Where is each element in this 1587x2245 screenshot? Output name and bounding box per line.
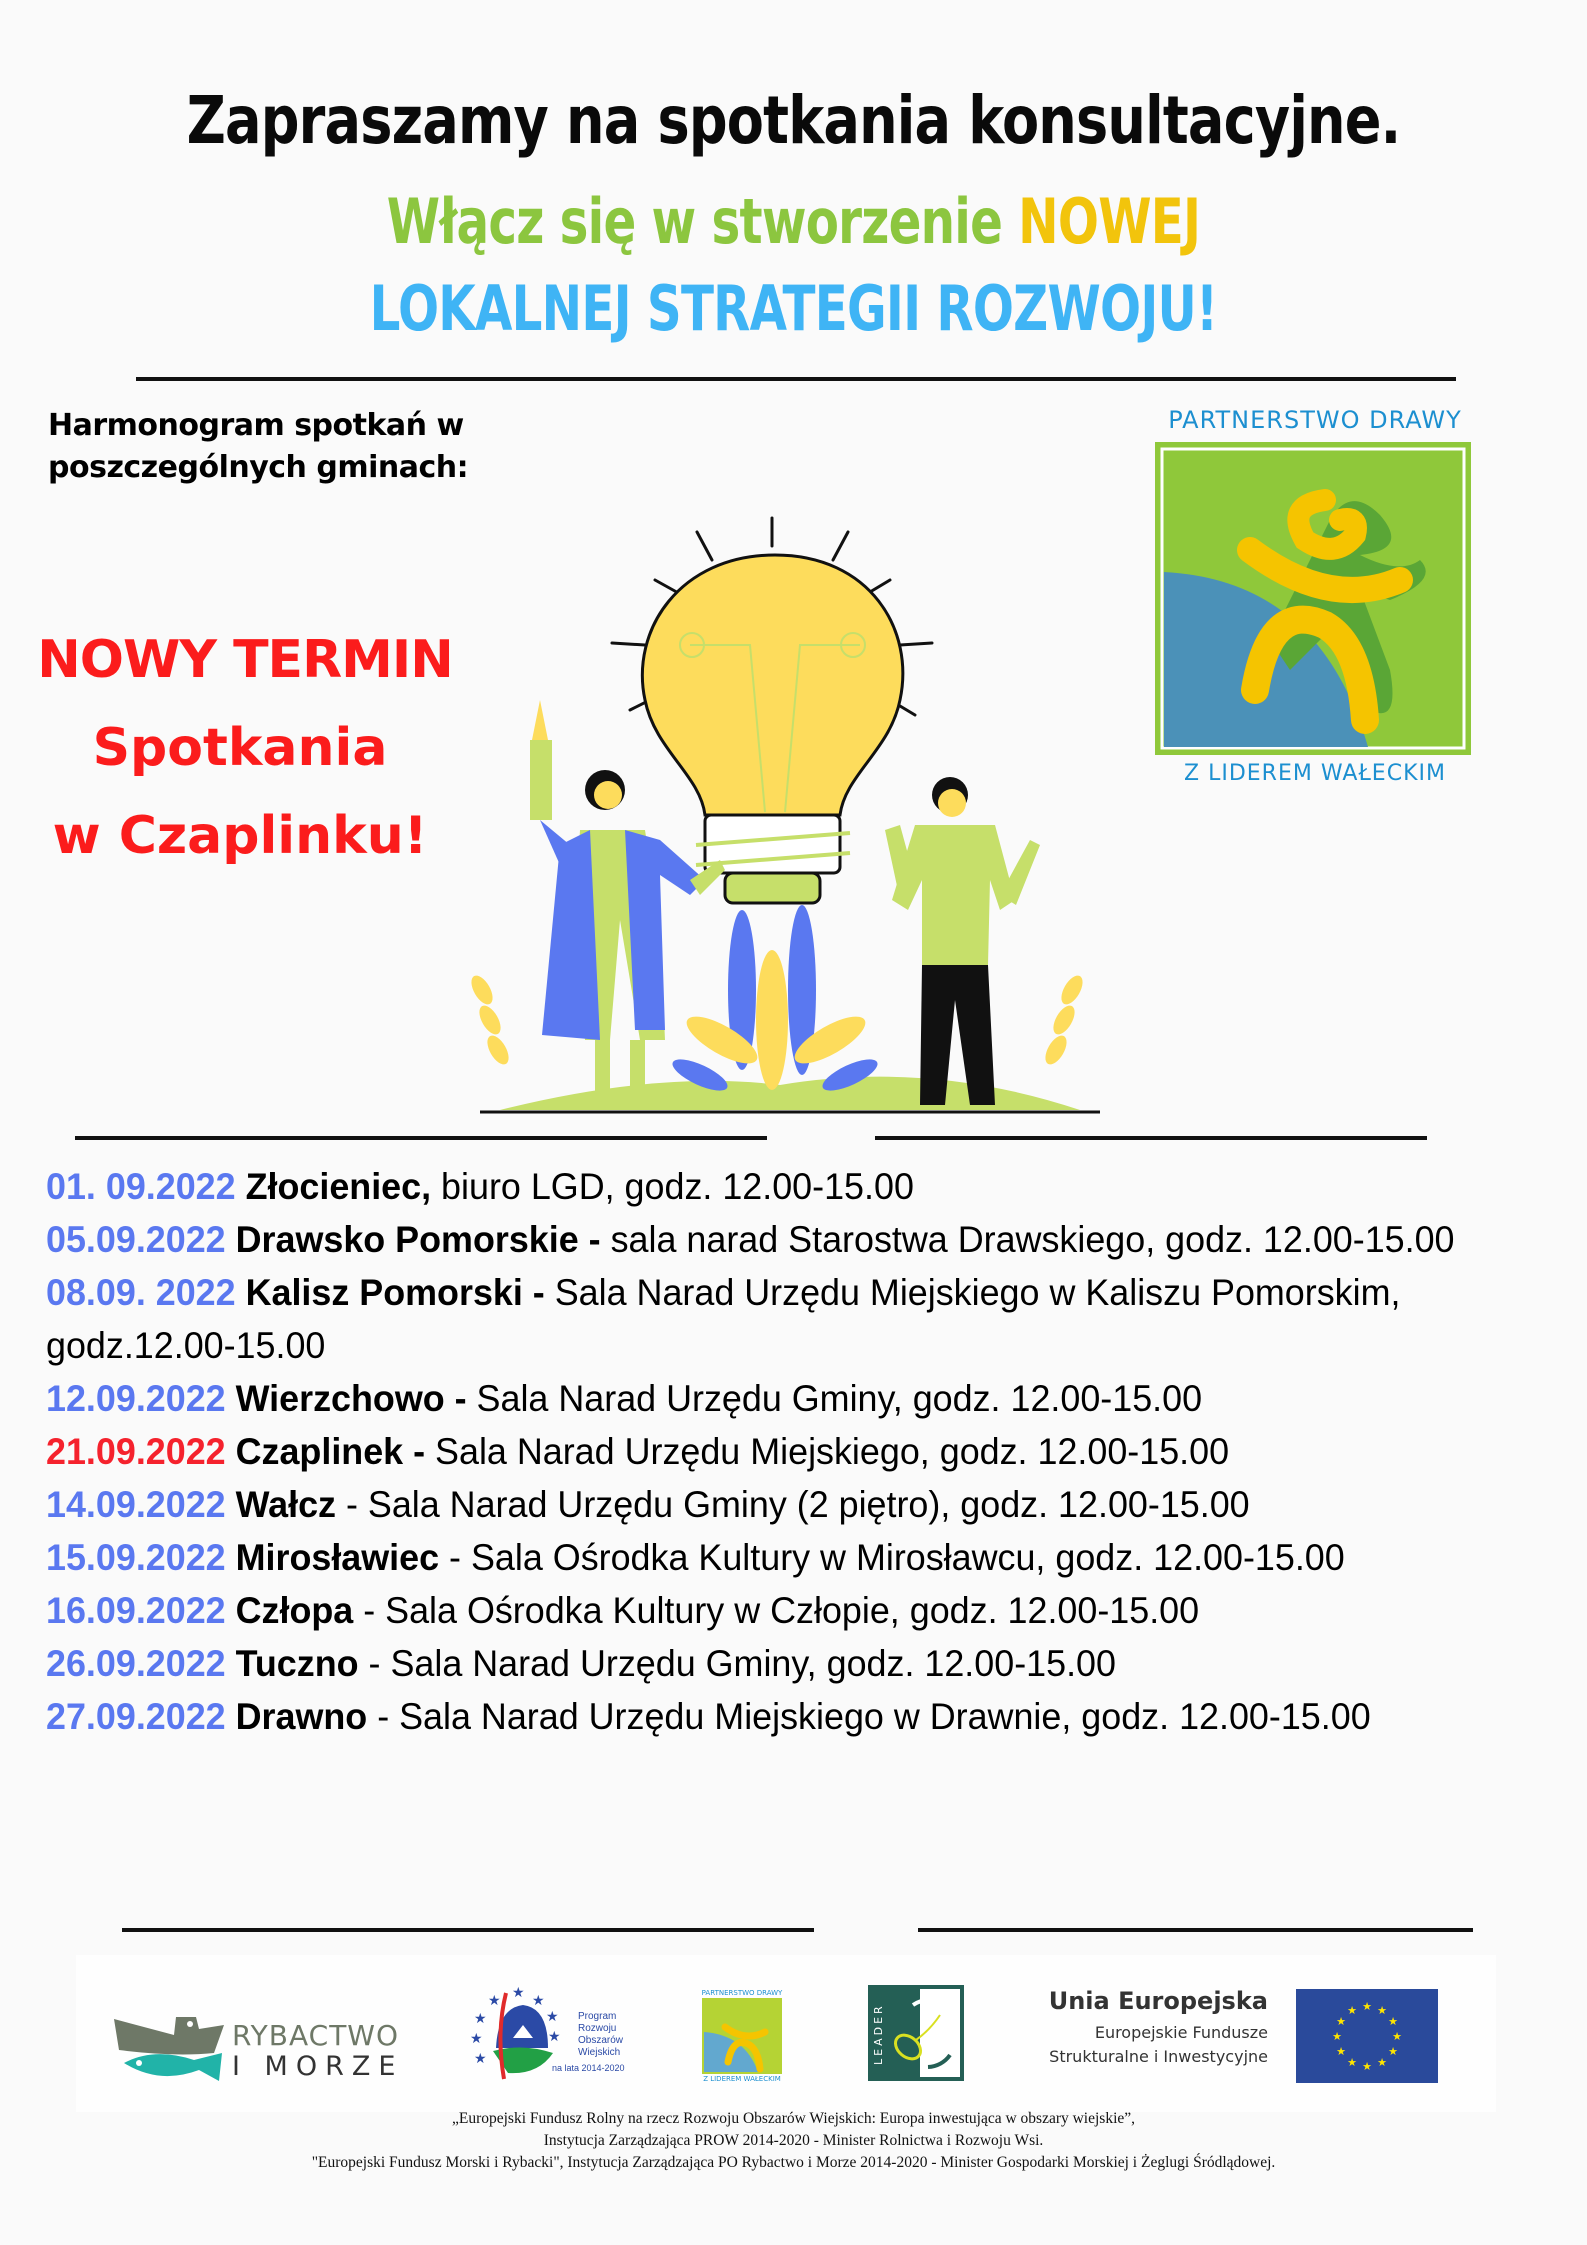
notice-line3: w Czaplinku! [52, 806, 428, 866]
headline-new-text: NOWEJ [1018, 185, 1201, 258]
schedule-entry [46, 1213, 1511, 1266]
entry-details: biuro LGD, godz. 12.00-15.00 [431, 1166, 914, 1207]
svg-text:LEADER: LEADER [872, 2003, 885, 2065]
schedule-entry [46, 1160, 1511, 1213]
svg-text:★: ★ [1347, 2056, 1357, 2069]
entry-place: Mirosławiec [235, 1537, 440, 1578]
svg-text:★: ★ [488, 1993, 501, 2009]
prow-logo [468, 1983, 638, 2083]
entry-details: - Sala Narad Urzędu Gminy (2 piętro), godz. 12.00-15.00 [335, 1484, 1250, 1525]
schedule-entry [46, 1478, 1511, 1531]
entry-details: Sala Narad Urzędu Miejskiego w Kaliszu Pomorskim, godz.12.00-15.00 [46, 1272, 1401, 1366]
entry-details: Sala Narad Urzędu Miejskiego, godz. 12.00-15.00 [425, 1431, 1230, 1472]
svg-text:★: ★ [548, 2029, 561, 2045]
entry-place: Wierzchowo - [235, 1378, 467, 1419]
entry-details: - Sala Ośrodka Kultury w Człopie, godz. 12.00-15.00 [353, 1590, 1200, 1631]
entry-place: Drawno [235, 1696, 368, 1737]
partner-logo-top-text: PARTNERSTWO DRAWY [1168, 406, 1462, 434]
entry-place: Złocieniec, [245, 1166, 432, 1207]
svg-text:★: ★ [1388, 2015, 1398, 2028]
entry-details: - Sala Narad Urzędu Miejskiego w Drawnie, godz. 12.00-15.00 [367, 1696, 1371, 1737]
svg-text:★: ★ [1332, 2030, 1342, 2043]
divider-mid-left [75, 1136, 767, 1140]
schedule-entry [46, 1690, 1511, 1743]
entry-date: 27.09.2022 [46, 1696, 226, 1737]
prow-text: Program Rozwoju Obszarów Wiejskich [578, 2011, 624, 2058]
prow-years-text: na lata 2014-2020 [552, 2063, 625, 2073]
footer-line1: „Europejski Fundusz Rolny na rzecz Rozwoju Obszarów Wiejskich: Europa inwestująca w obszary wiejskie”, [451, 2110, 1136, 2127]
schedule-intro-line1: Harmonogram spotkań w [48, 408, 464, 443]
sponsor-logos-strip [76, 1955, 1496, 2112]
entry-date: 08.09. 2022 [46, 1272, 236, 1313]
svg-text:★: ★ [546, 2009, 559, 2025]
entry-date-new: 21.09.2022 [46, 1431, 226, 1472]
entry-date: 12.09.2022 [46, 1378, 226, 1419]
notice-line2: Spotkania [92, 718, 388, 778]
svg-text:★: ★ [1336, 2045, 1346, 2058]
rybactwo-text: RYBACTWO [232, 2019, 400, 2052]
divider-mid-right [875, 1136, 1427, 1140]
entry-date: 16.09.2022 [46, 1590, 226, 1631]
entry-date: 26.09.2022 [46, 1643, 226, 1684]
schedule-intro-line2: poszczególnych gminach: [48, 450, 469, 485]
entry-place: Czaplinek - [235, 1431, 426, 1472]
eu-funds-logo [1006, 1983, 1476, 2083]
entry-place: Tuczno [235, 1643, 359, 1684]
svg-text:★: ★ [1362, 2060, 1372, 2073]
footer-line3: "Europejski Fundusz Morski i Rybacki", Instytucja Zarządzająca PO Rybactwo i Morze 2014-2020 - Minister Gospodarki Morskiej i Żeglugi Śródlądowej. [311, 2154, 1276, 2171]
eu-flag-icon [1296, 1989, 1438, 2083]
headline-join-text: Włącz się w stworzenie [386, 185, 1019, 258]
schedule-entry [46, 1531, 1511, 1584]
headline-strategy: LOKALNEJ STRATEGII ROZWOJU! [369, 272, 1218, 345]
entry-date: 05.09.2022 [46, 1219, 226, 1260]
meeting-schedule-list [46, 1160, 1511, 1743]
divider-top [136, 377, 1456, 381]
eu-subtitle-1: Europejskie Fundusze [1094, 2023, 1268, 2042]
svg-text:★: ★ [474, 2011, 487, 2027]
svg-text:★: ★ [1388, 2045, 1398, 2058]
entry-details: - Sala Narad Urzędu Gminy, godz. 12.00-15.00 [358, 1643, 1116, 1684]
notice-line1: NOWY TERMIN [37, 630, 453, 690]
svg-text:★: ★ [1347, 2004, 1357, 2017]
leader-logo [868, 1985, 964, 2081]
entry-date: 14.09.2022 [46, 1484, 226, 1525]
headline-join [175, 185, 1413, 258]
schedule-entry [46, 1266, 1511, 1372]
entry-date: 01. 09.2022 [46, 1166, 236, 1207]
entry-place: Drawsko Pomorskie - [235, 1219, 601, 1260]
divider-bottom-left [122, 1928, 814, 1932]
headline-invitation: Zapraszamy na spotkania konsultacyjne. [186, 82, 1401, 159]
footer-line2: Instytucja Zarządzająca PROW 2014-2020 - Minister Rolnictwa i Rozwoju Wsi. [543, 2132, 1044, 2149]
entry-date: 15.09.2022 [46, 1537, 226, 1578]
i-morze-text: I MORZE [232, 2051, 404, 2082]
svg-text:★: ★ [1336, 2015, 1346, 2028]
rybactwo-i-morze-logo [114, 2015, 404, 2085]
eu-title: Unia Europejska [1048, 1987, 1268, 2015]
entry-place: Człopa [235, 1590, 354, 1631]
svg-text:★: ★ [474, 2051, 487, 2067]
svg-text:★: ★ [470, 2031, 483, 2047]
svg-text:★: ★ [1362, 2000, 1372, 2013]
schedule-intro [48, 405, 468, 489]
entry-details: - Sala Ośrodka Kultury w Mirosławcu, godz. 12.00-15.00 [439, 1537, 1345, 1578]
schedule-entry [46, 1637, 1511, 1690]
svg-text:★: ★ [512, 1985, 525, 2001]
schedule-entry [46, 1372, 1511, 1425]
schedule-entry-highlighted [46, 1425, 1511, 1478]
entry-details: Sala Narad Urzędu Gminy, godz. 12.00-15.00 [466, 1378, 1203, 1419]
svg-text:Z LIDEREM WAŁECKIM: Z LIDEREM WAŁECKIM [703, 2075, 781, 2083]
svg-text:★: ★ [1392, 2030, 1402, 2043]
lightbulb-people-illustration [460, 500, 1100, 1120]
svg-text:★: ★ [1377, 2056, 1387, 2069]
eu-subtitle-2: Strukturalne i Inwestycyjne [1049, 2047, 1268, 2066]
entry-place: Wałcz [235, 1484, 336, 1525]
partner-logo-bottom-text: Z LIDEREM WAŁECKIM [1184, 761, 1446, 786]
partnerstwo-drawy-logo [1150, 400, 1480, 790]
svg-text:★: ★ [1377, 2004, 1387, 2017]
divider-bottom-right [918, 1928, 1473, 1932]
boat-fish-icon [114, 2015, 224, 2081]
funding-footer [0, 2108, 1587, 2174]
svg-text:PARTNERSTWO DRAWY: PARTNERSTWO DRAWY [701, 1989, 783, 1997]
entry-place: Kalisz Pomorski - [245, 1272, 545, 1313]
entry-details: sala narad Starostwa Drawskiego, godz. 12.00-15.00 [600, 1219, 1455, 1260]
schedule-entry [46, 1584, 1511, 1637]
svg-text:★: ★ [532, 1993, 545, 2009]
partnerstwo-drawy-small-logo [700, 1987, 784, 2083]
